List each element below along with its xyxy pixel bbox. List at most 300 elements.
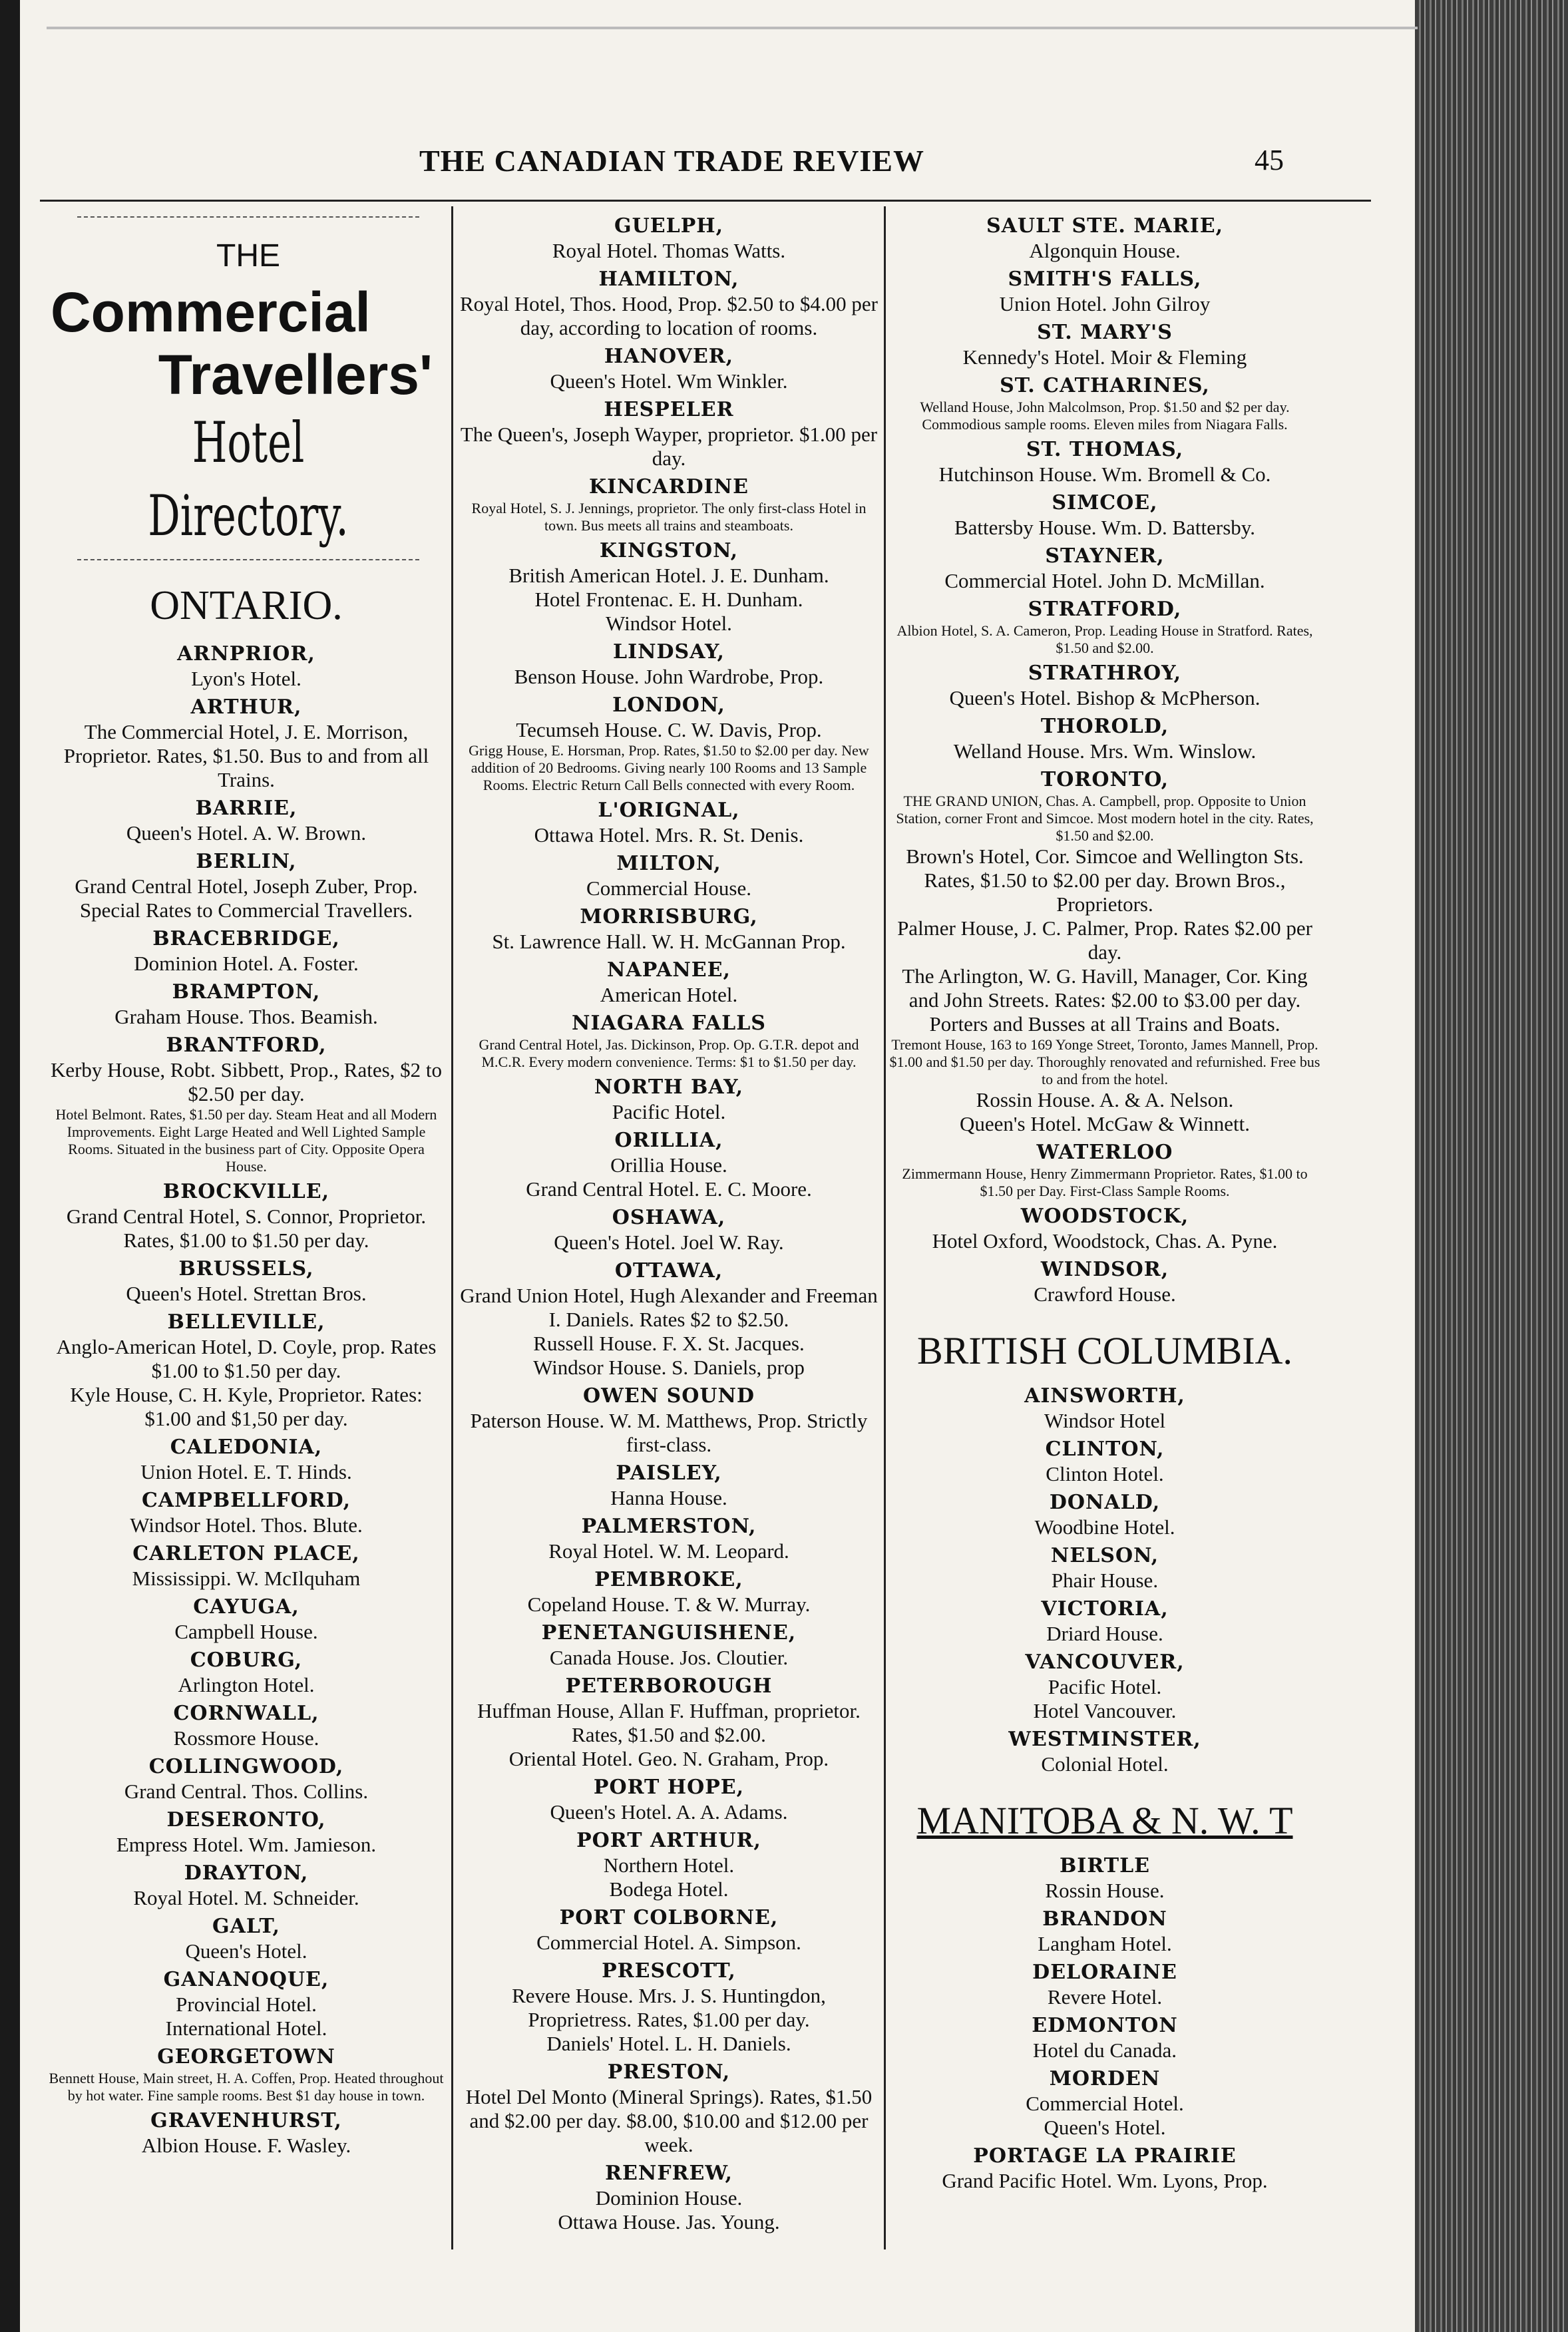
hotel-listing: Hutchinson House. Wm. Bromell & Co.	[938, 463, 1271, 486]
listing-entry	[459, 1674, 879, 1747]
city-name: GANANOQUE,	[163, 1968, 329, 1991]
listing-entry	[459, 640, 879, 689]
listing-entry	[459, 2032, 879, 2056]
hotel-listing: Oriental Hotel. Geo. N. Graham, Prop.	[508, 1747, 829, 1770]
listing-entry	[47, 796, 446, 845]
region-heading: BRITISH COLUMBIA.	[917, 1329, 1292, 1372]
hotel-listing: Pacific Hotel.	[1048, 1675, 1162, 1698]
city-name: CLINTON,	[1045, 1438, 1165, 1461]
scan-right-edge	[1415, 0, 1568, 2332]
listing-entry	[47, 1106, 446, 1175]
city-name: BERLIN,	[196, 850, 297, 873]
hotel-listing: Grigg House, E. Horsman, Prop. Rates, $1.50 to $2.00 per day. New addition of 20 Bedrooms. Giving nearly 100 Rooms and 13 Sample Rooms. Electric Return Call Bells connected with every Room.	[469, 742, 869, 793]
city-name: NORTH BAY,	[594, 1075, 744, 1099]
column-divider	[884, 206, 886, 2249]
listing-entry	[459, 475, 879, 534]
listing-entry	[459, 1621, 879, 1670]
city-name: STRATFORD,	[1028, 598, 1182, 621]
listing-entry	[47, 980, 446, 1029]
city-name: HESPELER	[604, 398, 734, 421]
city-name: PORTAGE LA PRAIRIE	[973, 2144, 1237, 2168]
directory-logo	[47, 216, 446, 560]
hotel-listing: American Hotel.	[600, 983, 738, 1006]
hotel-listing: Orillia House.	[610, 1153, 727, 1177]
listing-entry	[459, 693, 879, 742]
hotel-listing: The Commercial Hotel, J. E. Morrison, Proprietor. Rates, $1.50. Bus to and from all Trains.	[63, 720, 429, 791]
listing-entry	[47, 2017, 446, 2040]
hotel-listing: Queen's Hotel. McGaw & Winnett.	[960, 1112, 1250, 1135]
city-name: THOROLD,	[1040, 715, 1169, 738]
listing-entry	[888, 916, 1321, 964]
hotel-listing: Ottawa House. Jas. Young.	[558, 2210, 780, 2234]
city-name: GEORGETOWN	[157, 2045, 335, 2068]
listing-entry	[888, 1112, 1321, 1136]
column-3	[888, 210, 1321, 2246]
column-2	[459, 210, 879, 2246]
listing-entry	[888, 437, 1321, 486]
hotel-listing: Queen's Hotel. Bishop & McPherson.	[949, 686, 1261, 709]
listing-entry	[888, 1907, 1321, 1956]
city-name: STAYNER,	[1045, 544, 1165, 568]
city-name: PORT ARTHUR,	[576, 1829, 761, 1852]
hotel-listing: Crawford House.	[1034, 1282, 1176, 1306]
city-name: ORILLIA,	[614, 1129, 723, 1152]
listing-entry	[459, 344, 879, 393]
city-name: DONALD,	[1049, 1491, 1161, 1514]
hotel-listing: Hotel Oxford, Woodstock, Chas. A. Pyne.	[932, 1229, 1278, 1253]
city-name: GRAVENHURST,	[150, 2109, 342, 2132]
listing-entry	[47, 2044, 446, 2104]
listing-entry	[888, 845, 1321, 916]
divider	[77, 559, 419, 560]
city-name: CARLETON PLACE,	[132, 1542, 360, 1565]
city-name: EDMONTON	[1032, 2014, 1178, 2037]
listing-entry	[459, 1356, 879, 1380]
page-number: 45	[1255, 144, 1284, 176]
hotel-listing: Northern Hotel.	[603, 1853, 735, 1877]
hotel-listing: British American Hotel. J. E. Dunham.	[508, 564, 829, 587]
city-name: PRESTON,	[607, 2060, 731, 2084]
city-name: SIMCOE,	[1052, 491, 1158, 514]
listing-entry	[459, 798, 879, 847]
hotel-listing: Queen's Hotel.	[1044, 2116, 1166, 2139]
hotel-listing: Queen's Hotel. Joel W. Ray.	[554, 1231, 784, 1254]
city-name: BARRIE,	[195, 797, 297, 820]
hotel-listing: Paterson House. W. M. Matthews, Prop. Strictly first-class.	[470, 1409, 868, 1456]
listing-entry	[459, 612, 879, 636]
city-name: VICTORIA,	[1041, 1597, 1169, 1621]
region-heading: ONTARIO.	[150, 583, 343, 628]
hotel-listing: THE GRAND UNION, Chas. A. Campbell, prop. Opposite to Union Station, corner Front and Simcoe. Most modern hotel in the city. Rates, $1.50 and $2.00.	[896, 793, 1314, 844]
header-rule	[40, 200, 1371, 202]
city-name: ARNPRIOR,	[177, 642, 315, 666]
listing-entry	[888, 767, 1321, 845]
city-name: CAMPBELLFORD,	[141, 1489, 351, 1512]
hotel-listing: Daniels' Hotel. L. H. Daniels.	[546, 2032, 791, 2055]
listing-entry	[888, 373, 1321, 433]
listing-entry	[888, 714, 1321, 763]
hotel-listing: Copeland House. T. & W. Murray.	[527, 1593, 811, 1616]
hotel-listing: Albion House. F. Wasley.	[141, 2134, 351, 2157]
logo-travellers: Travellers'	[158, 343, 433, 406]
hotel-listing: Colonial Hotel.	[1041, 1752, 1169, 1776]
hotel-listing: Albion Hotel, S. A. Cameron, Prop. Leading House in Stratford. Rates, $1.50 and $2.00.	[896, 622, 1313, 656]
city-name: CAYUGA,	[193, 1595, 299, 1619]
listing-entry	[459, 1011, 879, 1071]
hotel-listing: Grand Central Hotel, S. Connor, Proprietor. Rates, $1.00 to $1.50 per day.	[66, 1205, 427, 1252]
listing-entry	[47, 1383, 446, 1431]
hotel-listing: Royal Hotel. W. M. Leopard.	[548, 1539, 789, 1563]
hotel-listing: Queen's Hotel. A. W. Brown.	[126, 821, 367, 845]
listing-entry	[888, 597, 1321, 657]
listing-entry	[459, 1461, 879, 1510]
city-name: HANOVER,	[604, 345, 734, 368]
city-name: WATERLOO	[1036, 1141, 1173, 1164]
listing-entry	[47, 2108, 446, 2158]
city-name: DELORAINE	[1032, 1961, 1177, 1984]
city-name: NIAGARA FALLS	[572, 1012, 766, 1035]
city-name: PALMERSTON,	[581, 1515, 757, 1538]
hotel-listing: Empress Hotel. Wm. Jamieson.	[116, 1833, 377, 1856]
city-name: BROCKVILLE,	[162, 1180, 330, 1203]
city-name: ST. THOMAS,	[1026, 438, 1184, 461]
hotel-listing: Brown's Hotel, Cor. Simcoe and Wellington Sts. Rates, $1.50 to $2.00 per day. Brown Bros., Proprietors.	[906, 845, 1304, 916]
city-name: PORT HOPE,	[593, 1776, 745, 1799]
city-name: CALEDONIA,	[170, 1436, 323, 1459]
city-name: HAMILTON,	[598, 268, 739, 291]
listing-entry	[47, 1435, 446, 1484]
hotel-listing: Revere Hotel.	[1047, 1985, 1163, 2009]
listing-entry	[459, 397, 879, 471]
hotel-listing: Commercial Hotel. John D. McMillan.	[944, 569, 1265, 592]
logo-hotel-directory: Hotel Directory.	[148, 410, 349, 548]
listing-list	[888, 214, 1321, 1306]
hotel-listing: International Hotel.	[165, 2017, 327, 2040]
listing-list	[888, 1384, 1321, 1776]
city-name: RENFREW,	[605, 2162, 733, 2185]
hotel-listing: Commercial Hotel.	[1026, 2092, 1184, 2115]
listing-entry	[888, 1699, 1321, 1723]
hotel-listing: Windsor House. S. Daniels, prop	[533, 1356, 805, 1379]
hotel-listing: Palmer House, J. C. Palmer, Prop. Rates $2.00 per day.	[897, 916, 1312, 964]
hotel-listing: Zimmermann House, Henry Zimmermann Proprietor. Rates, $1.00 to $1.50 per Day. First-Class Sample Rooms.	[902, 1165, 1308, 1199]
listing-entry	[888, 964, 1321, 1036]
listing-entry	[888, 1204, 1321, 1253]
hotel-listing: Algonquin House.	[1029, 239, 1181, 262]
listing-entry	[459, 2060, 879, 2157]
city-name: PEMBROKE,	[594, 1568, 743, 1591]
listing-entry	[47, 1967, 446, 2017]
hotel-listing: Mississippi. W. McIlquham	[132, 1567, 361, 1590]
hotel-listing: Benson House. John Wardrobe, Prop.	[514, 665, 824, 688]
listing-entry	[459, 2161, 879, 2210]
city-name: OWEN SOUND	[583, 1384, 755, 1408]
listing-entry	[888, 1257, 1321, 1306]
listing-entry	[888, 1960, 1321, 2009]
hotel-listing: Kerby House, Robt. Sibbett, Prop., Rates, $2 to $2.50 per day.	[50, 1058, 443, 1105]
city-name: NAPANEE,	[607, 958, 731, 982]
city-name: STRATHROY,	[1028, 662, 1182, 685]
hotel-listing: Royal Hotel. Thomas Watts.	[552, 239, 786, 262]
listing-entry	[459, 1959, 879, 2032]
hotel-listing: Dominion Hotel. A. Foster.	[134, 952, 359, 975]
listing-entry	[459, 214, 879, 263]
listing-list	[888, 1853, 1321, 2193]
hotel-listing: Woodbine Hotel.	[1034, 1515, 1175, 1539]
listing-entry	[459, 1775, 879, 1824]
city-name: BRACEBRIDGE,	[152, 927, 340, 950]
listing-entry	[888, 1727, 1321, 1776]
listing-entry	[459, 1877, 879, 1901]
city-name: COLLINGWOOD,	[148, 1755, 344, 1778]
hotel-listing: Welland House. Mrs. Wm. Winslow.	[953, 739, 1257, 763]
city-name: BRANTFORD,	[166, 1034, 327, 1057]
listing-entry	[47, 926, 446, 976]
hotel-listing: Commercial Hotel. A. Simpson.	[536, 1931, 801, 1954]
city-name: LINDSAY,	[612, 640, 725, 664]
listing-entry	[888, 1490, 1321, 1539]
listing-entry	[888, 490, 1321, 540]
listing-entry	[459, 1259, 879, 1332]
city-name: OTTAWA,	[614, 1259, 723, 1282]
city-name: WINDSOR,	[1040, 1258, 1169, 1281]
listing-entry	[888, 2013, 1321, 2062]
city-name: KINCARDINE	[589, 475, 749, 498]
hotel-listing: Windsor Hotel.	[606, 612, 732, 635]
city-name: DRAYTON,	[184, 1861, 309, 1885]
listing-entry	[459, 588, 879, 612]
listing-entry	[47, 1701, 446, 1750]
city-name: PORT COLBORNE,	[559, 1906, 779, 1929]
listing-entry	[47, 1541, 446, 1591]
listing-entry	[459, 1332, 879, 1356]
hotel-listing: Welland House, John Malcolmson, Prop. $1.50 and $2 per day. Commodious sample rooms. Eleven miles from Niagara Falls.	[920, 399, 1290, 433]
city-name: BRANDON	[1042, 1907, 1167, 1931]
listing-list	[459, 214, 879, 2234]
listing-entry	[888, 544, 1321, 593]
listing-entry	[459, 2210, 879, 2234]
listing-entry	[47, 1179, 446, 1253]
city-name: VANCOUVER,	[1025, 1651, 1185, 1674]
listing-entry	[47, 1595, 446, 1644]
hotel-listing: Langham Hotel.	[1038, 1932, 1172, 1955]
city-name: PETERBOROUGH	[565, 1674, 773, 1698]
hotel-listing: Grand Pacific Hotel. Wm. Lyons, Prop.	[942, 2169, 1268, 2192]
listing-entry	[888, 1088, 1321, 1112]
listing-entry	[888, 1437, 1321, 1486]
listing-entry	[47, 1754, 446, 1804]
city-name: WESTMINSTER,	[1008, 1728, 1201, 1751]
hotel-listing: Grand Central Hotel, Joseph Zuber, Prop. Special Rates to Commercial Travellers.	[75, 874, 418, 922]
city-name: BRAMPTON,	[172, 980, 321, 1004]
listing-entry	[47, 1648, 446, 1697]
hotel-listing: Rossin House. A. & A. Nelson.	[976, 1088, 1234, 1111]
listing-entry	[47, 1914, 446, 1963]
city-name: PRESCOTT,	[602, 1959, 736, 1983]
hotel-listing: Queen's Hotel.	[185, 1939, 307, 1963]
listing-entry	[47, 1861, 446, 1910]
hotel-listing: Tremont House, 163 to 169 Yonge Street, Toronto, James Mannell, Prop. $1.00 and $1.50 per day. Thoroughly renovated and refurnished. Free bus to and from the hotel.	[889, 1036, 1320, 1087]
hotel-listing: Driard House.	[1046, 1622, 1163, 1645]
hotel-listing: Canada House. Jos. Cloutier.	[549, 1646, 789, 1669]
listing-entry	[459, 1205, 879, 1255]
city-name: GUELPH,	[614, 214, 724, 238]
hotel-listing: Phair House.	[1051, 1569, 1159, 1592]
listing-entry	[888, 214, 1321, 263]
listing-entry	[47, 1033, 446, 1106]
hotel-listing: Grand Central. Thos. Collins.	[124, 1780, 369, 1803]
hotel-listing: Royal Hotel, S. J. Jennings, proprietor. The only first-class Hotel in town. Bus meets all trains and steamboats.	[471, 500, 867, 534]
region-heading: MANITOBA & N. W. T	[916, 1799, 1293, 1842]
hotel-listing: Huffman House, Allan F. Huffman, proprietor. Rates, $1.50 and $2.00.	[477, 1699, 861, 1746]
hotel-listing: Kennedy's Hotel. Moir & Fleming	[962, 345, 1247, 369]
hotel-listing: Union Hotel. John Gilroy	[999, 292, 1211, 315]
top-rule	[47, 27, 1418, 29]
hotel-listing: Graham House. Thos. Beamish.	[114, 1005, 378, 1028]
listing-entry	[888, 1140, 1321, 1200]
listing-entry	[888, 1036, 1321, 1088]
listing-entry	[459, 1747, 879, 1771]
hotel-listing: Commercial House.	[586, 876, 751, 900]
hotel-listing: St. Lawrence Hall. W. H. McGannan Prop.	[492, 930, 846, 953]
listing-entry	[459, 742, 879, 794]
logo-commercial: Commercial	[51, 281, 371, 343]
page-title: THE CANADIAN TRADE REVIEW	[419, 144, 924, 178]
listing-entry	[459, 904, 879, 954]
listing-entry	[888, 1384, 1321, 1433]
listing-entry	[888, 267, 1321, 316]
hotel-listing: Royal Hotel, Thos. Hood, Prop. $2.50 to $4.00 per day, according to location of rooms.	[459, 292, 878, 339]
city-name: BIRTLE	[1059, 1854, 1151, 1877]
hotel-listing: Kyle House, C. H. Kyle, Proprietor. Rates: $1.00 and $1,50 per day.	[70, 1383, 423, 1430]
hotel-listing: The Arlington, W. G. Havill, Manager, Cor. King and John Streets. Rates: $2.00 to $3.00 per day. Porters and Busses at all Trains and Boats.	[902, 964, 1308, 1036]
listing-entry	[47, 642, 446, 691]
hotel-listing: Queen's Hotel. Strettan Bros.	[126, 1282, 367, 1305]
listing-entry	[888, 1853, 1321, 1903]
city-name: NELSON,	[1050, 1544, 1159, 1567]
listing-entry	[459, 1384, 879, 1457]
hotel-listing: Russell House. F. X. St. Jacques.	[533, 1332, 805, 1355]
city-name: PENETANGUISHENE,	[541, 1621, 797, 1645]
hotel-listing: Queen's Hotel. A. A. Adams.	[550, 1800, 788, 1824]
city-name: LONDON,	[612, 693, 725, 717]
listing-entry	[459, 267, 879, 340]
city-name: MILTON,	[616, 852, 721, 875]
listing-entry	[888, 1597, 1321, 1646]
listing-list	[47, 642, 446, 2158]
listing-entry	[47, 1257, 446, 1306]
hotel-listing: Bennett House, Main street, H. A. Coffen, Prop. Heated throughout by hot water. Fine sample rooms. Best $1 day house in town.	[49, 2070, 444, 2104]
city-name: ST. CATHARINES,	[1000, 374, 1210, 397]
hotel-listing: Lyon's Hotel.	[191, 667, 301, 690]
hotel-listing: Windsor Hotel	[1044, 1409, 1166, 1432]
listing-entry	[888, 320, 1321, 369]
city-name: KINGSTON,	[599, 539, 739, 562]
hotel-listing: Revere House. Mrs. J. S. Huntingdon, Proprietress. Rates, $1.00 per day.	[512, 1984, 826, 2031]
hotel-listing: Arlington Hotel.	[178, 1673, 315, 1696]
scan-left-edge	[0, 0, 20, 2332]
city-name: SMITH'S FALLS,	[1008, 268, 1202, 291]
city-name: COBURG,	[190, 1649, 303, 1672]
listing-entry	[459, 1828, 879, 1877]
hotel-listing: Union Hotel. E. T. Hinds.	[140, 1460, 352, 1483]
city-name: GALT,	[212, 1915, 281, 1938]
listing-entry	[888, 661, 1321, 710]
hotel-listing: Grand Central Hotel. E. C. Moore.	[526, 1177, 812, 1201]
city-name: MORDEN	[1049, 2067, 1161, 2090]
hotel-listing: Ottawa Hotel. Mrs. R. St. Denis.	[534, 823, 804, 847]
city-name: ST. MARY'S	[1037, 321, 1173, 344]
hotel-listing: Hotel Belmont. Rates, $1.50 per day. Steam Heat and all Modern Improvements. Eight Large Heated and Well Lighted Sample Rooms. Situated in the business part of City. Opposite Opera House.	[55, 1106, 437, 1175]
hotel-listing: Clinton Hotel.	[1046, 1462, 1164, 1485]
listing-entry	[459, 1514, 879, 1563]
city-name: BELLEVILLE,	[167, 1310, 325, 1334]
hotel-listing: Hotel Vancouver.	[1033, 1699, 1177, 1722]
listing-entry	[459, 1177, 879, 1201]
listing-entry	[47, 1310, 446, 1383]
listing-entry	[459, 1905, 879, 1955]
column-1	[47, 210, 446, 2246]
city-name: PAISLEY,	[616, 1461, 722, 1485]
city-name: AINSWORTH,	[1024, 1384, 1185, 1408]
listing-entry	[459, 851, 879, 900]
listing-entry	[888, 1543, 1321, 1593]
city-name: BRUSSELS,	[178, 1257, 314, 1280]
hotel-listing: Campbell House.	[174, 1620, 318, 1643]
page-header	[0, 143, 1415, 183]
hotel-listing: Battersby House. Wm. D. Battersby.	[954, 516, 1255, 539]
listing-entry	[47, 1488, 446, 1537]
hotel-listing: Grand Central Hotel, Jas. Dickinson, Prop. Op. G.T.R. depot and M.C.R. Every modern convenience. Terms: $1 to $1.50 per day.	[479, 1036, 859, 1070]
listing-entry	[47, 849, 446, 922]
hotel-listing: Provincial Hotel.	[176, 1993, 317, 2016]
listing-entry	[459, 538, 879, 588]
city-name: WOODSTOCK,	[1020, 1205, 1189, 1228]
divider	[77, 216, 419, 218]
hotel-listing: Rossmore House.	[173, 1726, 319, 1750]
listing-entry	[888, 2066, 1321, 2116]
city-name: DESERONTO,	[166, 1808, 326, 1832]
hotel-listing: Tecumseh House. C. W. Davis, Prop.	[516, 718, 822, 741]
logo-the: THE	[216, 238, 280, 274]
hotel-listing: Pacific Hotel.	[612, 1100, 726, 1123]
hotel-listing: Hanna House.	[610, 1486, 727, 1509]
listing-entry	[888, 1650, 1321, 1699]
hotel-listing: Hotel du Canada.	[1032, 2039, 1177, 2062]
hotel-listing: Grand Union Hotel, Hugh Alexander and Freeman I. Daniels. Rates $2 to $2.50.	[460, 1284, 878, 1331]
city-name: ARTHUR,	[190, 695, 302, 719]
listing-entry	[459, 1075, 879, 1124]
listing-entry	[888, 2116, 1321, 2140]
listing-entry	[459, 1128, 879, 1177]
listing-entry	[47, 1808, 446, 1857]
listing-entry	[459, 958, 879, 1007]
city-name: TORONTO,	[1040, 768, 1169, 791]
hotel-listing: Hotel Del Monto (Mineral Springs). Rates, $1.50 and $2.00 per day. $8.00, $10.00 and $12.00 per week.	[465, 2085, 873, 2156]
city-name: CORNWALL,	[173, 1702, 319, 1725]
hotel-listing: Dominion House.	[595, 2186, 743, 2210]
hotel-listing: Windsor Hotel. Thos. Blute.	[130, 1513, 363, 1537]
hotel-listing: Anglo-American Hotel, D. Coyle, prop. Rates $1.00 to $1.50 per day.	[56, 1335, 437, 1382]
hotel-listing: Rossin House.	[1045, 1879, 1165, 1902]
city-name: OSHAWA,	[612, 1206, 726, 1229]
hotel-listing: Hotel Frontenac. E. H. Dunham.	[534, 588, 803, 611]
listing-entry	[459, 1567, 879, 1617]
hotel-listing: Queen's Hotel. Wm Winkler.	[550, 369, 788, 393]
hotel-listing: Bodega Hotel.	[609, 1877, 729, 1901]
column-divider	[451, 206, 453, 2249]
listing-entry	[888, 2144, 1321, 2193]
